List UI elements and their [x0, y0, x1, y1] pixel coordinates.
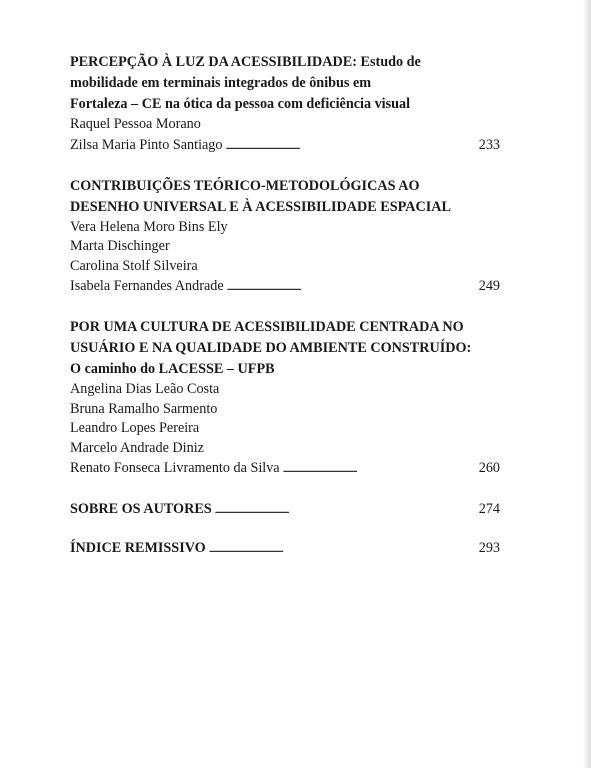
- title-line: Fortaleza – CE na ótica da pessoa com deficiência visual: [70, 96, 411, 112]
- page-edge-shadow: [583, 0, 591, 768]
- author-name: Angelina Dias Leão Costa: [70, 381, 220, 397]
- author-name: Isabela Fernandes Andrade: [70, 278, 224, 294]
- toc-entry-indice-remissivo: [70, 538, 500, 560]
- section-label: ÍNDICE REMISSIVO: [70, 540, 206, 556]
- toc-entry-sobre-os-autores: [70, 499, 500, 521]
- author-page-line: [70, 276, 500, 298]
- author-name: Leandro Lopes Pereira: [70, 420, 200, 436]
- title-line: DESENHO UNIVERSAL E À ACESSIBILIDADE ESPACIAL: [70, 198, 451, 215]
- toc-entry: [70, 52, 500, 157]
- author-name: Marcelo Andrade Diniz: [70, 439, 204, 456]
- dot-leader: [215, 499, 476, 521]
- title-line: PERCEPÇÃO À LUZ DA ACESSIBILIDADE: Estudo de: [70, 54, 421, 70]
- title-line: POR UMA CULTURA DE ACESSIBILIDADE CENTRADA NO: [70, 319, 464, 335]
- dot-leader: [283, 458, 476, 480]
- section-label: SOBRE OS AUTORES: [70, 501, 212, 517]
- title-line: O caminho do LACESSE – UFPB: [70, 361, 275, 377]
- page-number: 293: [478, 540, 500, 556]
- page-number: 233: [478, 136, 500, 153]
- author-page-line: [70, 458, 500, 480]
- toc-entry: [70, 317, 500, 480]
- author-name: Zilsa Maria Pinto Santiago: [70, 136, 223, 153]
- author-name: Marta Dischinger: [70, 238, 170, 254]
- dot-leader: [209, 538, 476, 560]
- dot-leader: [227, 276, 476, 298]
- author-name: Renato Fonseca Livramento da Silva: [70, 460, 280, 476]
- author-name: Carolina Stolf Silveira: [70, 257, 198, 274]
- page-number: 274: [478, 501, 500, 517]
- page-number: 260: [478, 460, 500, 476]
- title-line: CONTRIBUIÇÕES TEÓRICO-METODOLÓGICAS AO: [70, 177, 420, 194]
- chapter-title: [70, 176, 500, 218]
- title-line: USUÁRIO E NA QUALIDADE DO AMBIENTE CONSTRUÍDO:: [70, 340, 472, 356]
- title-line: mobilidade em terminais integrados de ônibus em: [70, 75, 372, 91]
- chapter-title: [70, 52, 500, 115]
- dot-leader: [226, 135, 476, 157]
- author-name: Vera Helena Moro Bins Ely: [70, 218, 228, 235]
- page-number: 249: [478, 278, 500, 294]
- author-page-line: [70, 135, 500, 157]
- table-of-contents: [70, 52, 500, 577]
- chapter-title: [70, 317, 500, 380]
- author-name: Bruna Ramalho Sarmento: [70, 400, 218, 417]
- toc-entry: [70, 176, 500, 299]
- author-name: Raquel Pessoa Morano: [70, 116, 201, 132]
